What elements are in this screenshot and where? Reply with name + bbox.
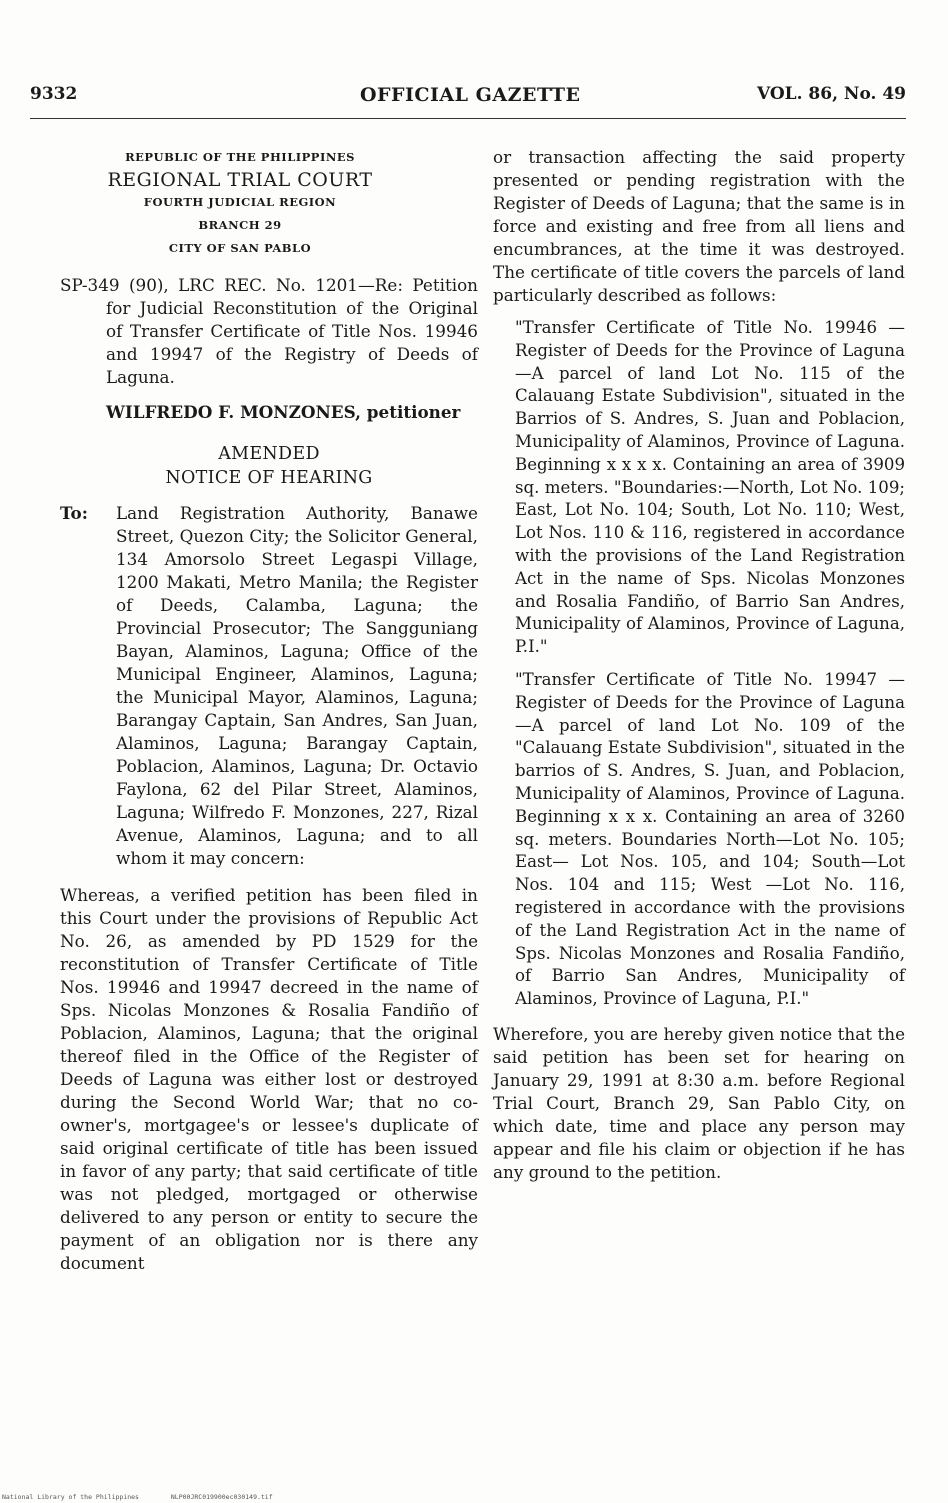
scan-footer [2,1493,301,1501]
wherefore-paragraph: Wherefore, you are hereby given notice that the said petition has been set for hearing on January 29, 1991 at 8:30 a.m. before Regional Trial Court, Branch 29, San Pablo City, on which date, time and place any person may appear and file his claim or objection if he has any ground to the petition. [493,1023,905,1182]
judicial-region: FOURTH JUDICIAL REGION [143,195,337,209]
volume-number: VOL. 86, No. 49 [756,84,906,104]
page-number: 9332 [30,84,78,104]
tct-19947-description: "Transfer Certificate of Title No. 19947 —Register of Deeds for the Province of Laguna—A parcel of land Lot No. 109 of the "Calauang Estate Subdivision", situated in the barrios of S. Andres, S. Juan, and Poblacion, Municipality of Alaminos, Province of Laguna. Beginning x x x. Containing an area of 3260 sq. meters. Boundaries North—Lot No. 105; East— Lot Nos. 105, and 104; South—Lot Nos. 104 and 115; West —Lot No. 116, registered in accordance with the provisions of the Land Registration Act in the name of Sps. Nicolas Monzones and Rosalia Fandiño, of Barrio San Andres, Municipality of Alaminos, Province of Laguna, P.I." [515,669,905,1009]
court-city: CITY OF SAN PABLO [168,241,312,255]
page-header [30,84,906,108]
addressee-block [60,502,478,870]
notice-title-line2: NOTICE OF HEARING [165,468,373,488]
court-name: REGIONAL TRIAL COURT [107,169,373,191]
gazette-title: OFFICIAL GAZETTE [360,84,581,106]
addressee-list: Land Registration Authority, Banawe Street, Quezon City; the Solicitor General, 134 Amorsolo Street Legaspi Village, 1200 Makati, Metro Manila; the Register of Deeds, Calamba, Laguna; the Provincial Prosecutor; The Sangguniang Bayan, Alaminos, Laguna; Office of the Municipal Engineer, Alaminos, Laguna; the Municipal Mayor, Alaminos, Laguna; Barangay Captain, San Andres, San Juan, Alaminos, Laguna; Barangay Captain, Poblacion, Alaminos, Laguna; Dr. Octavio Faylona, 62 del Pilar Street, Alaminos, Laguna; Wilfredo F. Monzones, 227, Rizal Avenue, Alaminos, Laguna; and to all whom it may concern: [116,503,478,868]
library-credit: National Library of the Philippines [2,1493,139,1501]
scan-filename: NLP00JRC019900ec030149.tif [170,1493,273,1501]
continuation-paragraph: or transaction affecting the said property presented or pending registration with the Register of Deeds of Laguna; that the same is in force and existing and free from all liens and encumbrances, at the time it was destroyed. The certificate of title covers the parcels of land particularly described as follows: [493,147,905,305]
tct-19946-description: "Transfer Certificate of Title No. 19946 —Register of Deeds for the Province of Laguna—A parcel of land Lot No. 115 of the Calauang Estate Subdivision", situated in the Barrios of S. Andres, S. Juan and Poblacion, Municipality of Alaminos, Province of Laguna. Beginning x x x x. Containing an area of 3909 sq. meters. "Boundaries:—North, Lot No. 109; East, Lot No. 104; South, Lot No. 110; West, Lot Nos. 110 & 116, registered in accordance with the provisions of the Land Registration Act in the name of Sps. Nicolas Monzones and Rosalia Fandiño, of Barrio San Andres, Municipality of Alaminos, Province of Laguna, P.I." [515,318,905,657]
right-column [493,146,905,1184]
whereas-paragraph: Whereas, a verified petition has been filed in this Court under the provisions of Republic Act No. 26, as amended by PD 1529 for the reconstitution of Transfer Certificate of Title Nos. 19946 and 19947 decreed in the name of Sps. Nicolas Monzones & Rosalia Fandiño of Poblacion, Alaminos, Laguna; that the original thereof filed in the Office of the Register of Deeds of Laguna was either lost or destroyed during the Second World War; that no co-owner's, mortgagee's or lessee's duplicate of said original certificate of title has been issued in favor of any party; that said certificate of title was not pledged, mortgaged or otherwise delivered to any person or entity to secure the payment of an obligation nor is there any document [60,885,478,1273]
petitioner-line: WILFREDO F. MONZONES, petitioner [106,402,461,422]
notice-title-line1: AMENDED [218,444,320,464]
left-column [60,146,478,1275]
court-heading [80,146,400,260]
notice-title [60,442,478,490]
header-rule [30,118,906,119]
addressee-label: To: [60,503,88,523]
republic-line: REPUBLIC OF THE PHILIPPINES [125,150,355,164]
case-reference: SP-349 (90), LRC REC. No. 1201—Re: Petition for Judicial Reconstitution of the Original of Transfer Certificate of Title Nos. 19946 and 19947 of the Registry of Deeds of Laguna. [60,275,478,387]
court-branch: BRANCH 29 [198,218,282,232]
